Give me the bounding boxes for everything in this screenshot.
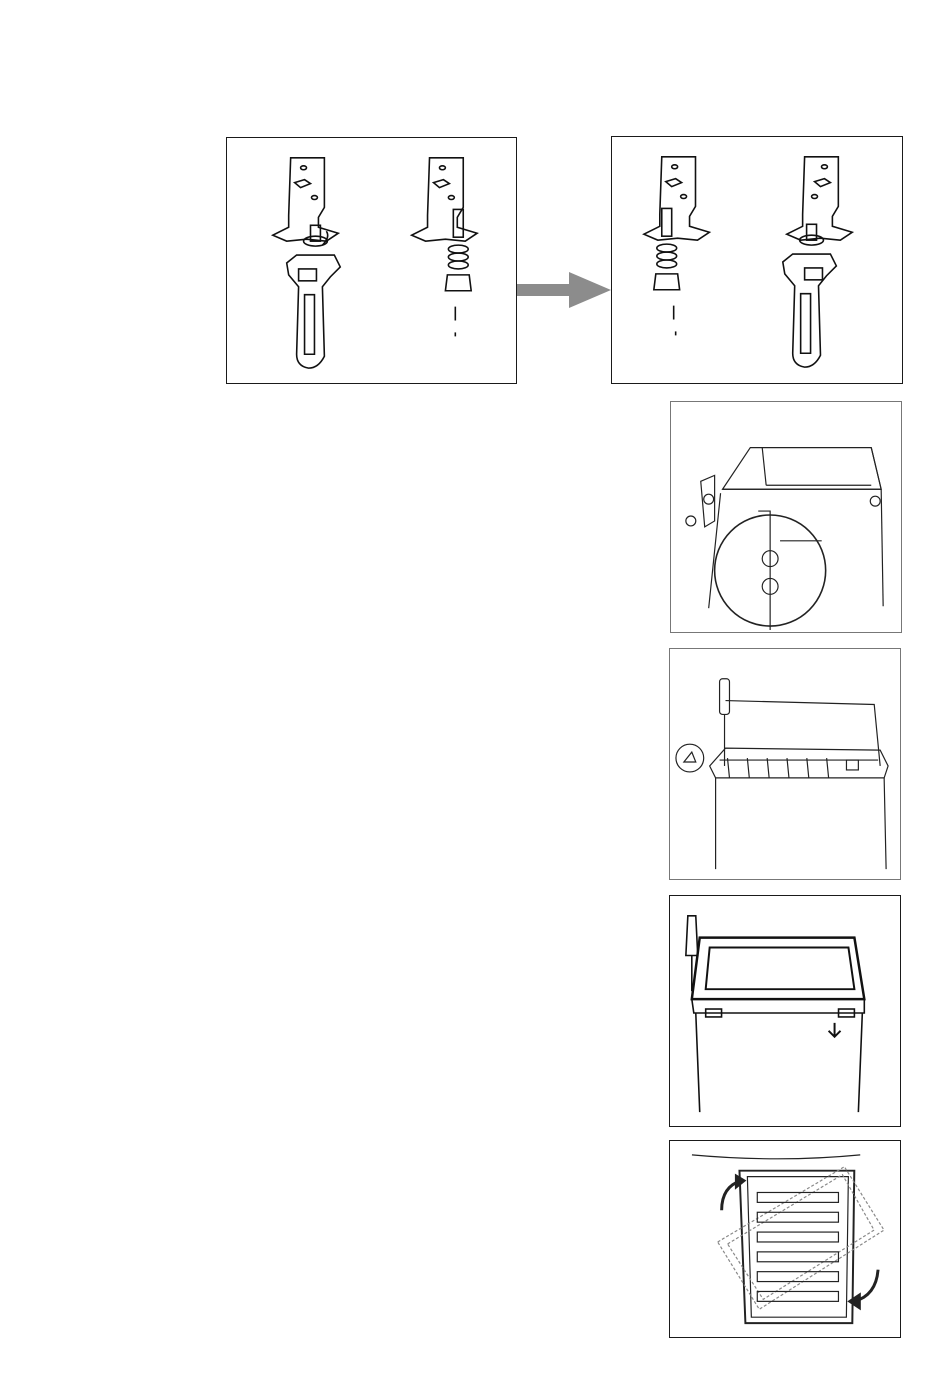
figure-hinge-before [226,137,517,384]
wrench-hinge-illustration [612,137,902,383]
figure-top-hinge-detail [670,401,902,633]
wrench-hinge-illustration [227,138,516,383]
right-arrow-icon [517,270,611,310]
figure-hinge-after [611,136,903,384]
figure-top-panel-screw [669,895,901,1127]
rotate-arrows-illustration [670,1141,900,1337]
figure-door-rotate [669,1140,901,1338]
figure-top-cover-screw [669,648,901,880]
hinge-closeup-illustration [671,402,901,632]
screwdriver-illustration [670,896,900,1126]
screwdriver-illustration [670,649,900,879]
